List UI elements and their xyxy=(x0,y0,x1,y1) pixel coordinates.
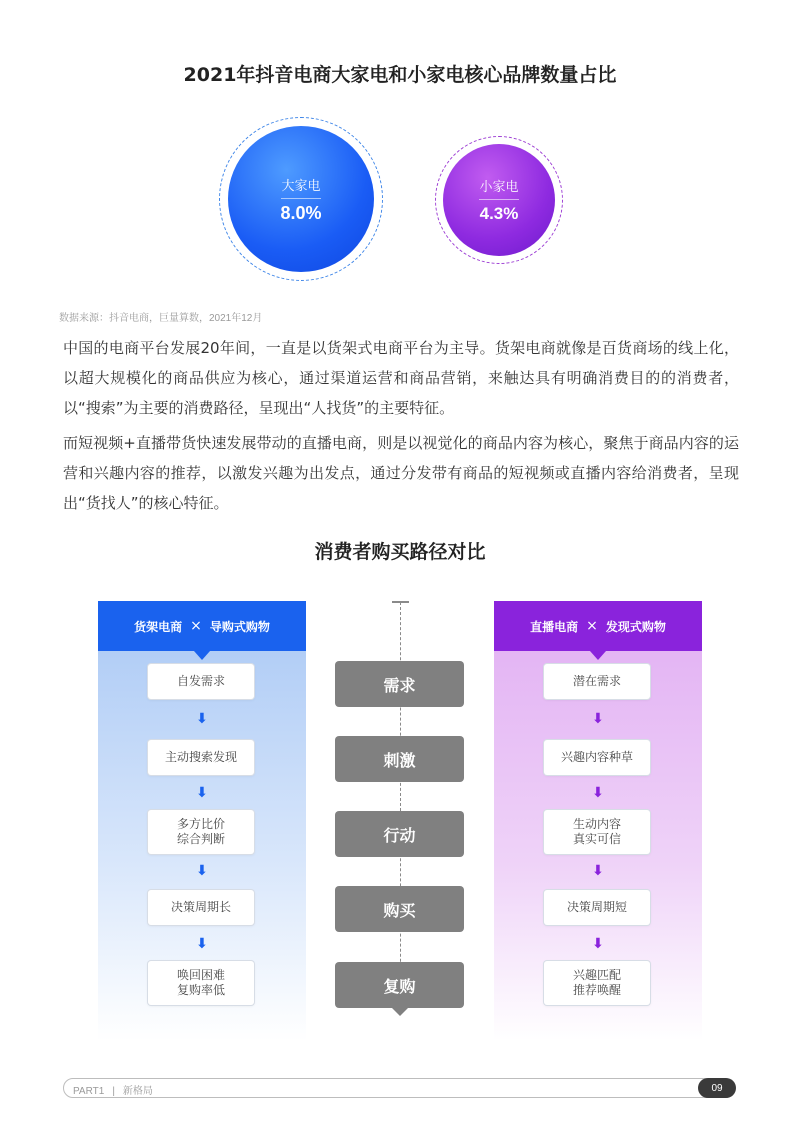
bubble-value: 8.0% xyxy=(280,202,322,223)
footer-divider: | xyxy=(112,1086,115,1097)
bubble-label: 大家电 xyxy=(281,175,320,199)
step-box: 自发需求 xyxy=(148,664,254,699)
arrow-down-icon: ⬇ xyxy=(592,863,604,879)
step-box: 生动内容 真实可信 xyxy=(544,810,650,854)
stage-box: 刺激 xyxy=(335,736,464,782)
stage-box: 复购 xyxy=(335,962,464,1008)
step-box: 主动搜索发现 xyxy=(148,740,254,775)
arrow-down-icon: ⬇ xyxy=(196,785,208,801)
data-source-note: 数据来源：抖音电商，巨量算数，2021年12月 xyxy=(59,313,263,324)
step-box: 决策周期短 xyxy=(544,890,650,925)
pointer-triangle xyxy=(194,651,210,660)
panel-header xyxy=(494,601,702,651)
panel-header xyxy=(98,601,306,651)
step-box: 唤回困难 复购率低 xyxy=(148,961,254,1005)
step-box: 多方比价 综合判断 xyxy=(148,810,254,854)
page-number: 09 xyxy=(698,1078,736,1098)
bubble-label: 小家电 xyxy=(479,176,518,200)
times-icon: × xyxy=(190,618,202,634)
footer-section xyxy=(73,1082,153,1097)
step-box: 决策周期长 xyxy=(148,890,254,925)
arrow-down-icon: ⬇ xyxy=(196,711,208,727)
panel-header-label: 货架电商 xyxy=(134,619,183,634)
times-icon: × xyxy=(586,618,598,634)
arrow-down-icon: ⬇ xyxy=(592,936,604,952)
panel-header-label: 导购式购物 xyxy=(209,619,270,634)
footer-bar xyxy=(63,1078,735,1098)
panel-header-label: 直播电商 xyxy=(530,619,579,634)
arrow-down-icon: ⬇ xyxy=(592,711,604,727)
panel-header-label: 发现式购物 xyxy=(605,619,666,634)
stage-box: 行动 xyxy=(335,811,464,857)
bubble-large-appliance xyxy=(228,126,374,272)
step-box: 兴趣内容种草 xyxy=(544,740,650,775)
arrow-down-icon: ⬇ xyxy=(592,785,604,801)
step-box: 兴趣匹配 推荐唤醒 xyxy=(544,961,650,1005)
bubble-small-appliance xyxy=(443,144,555,256)
live-ecommerce-panel xyxy=(494,601,702,1041)
arrow-down-icon: ⬇ xyxy=(196,936,208,952)
footer-part: PART1 xyxy=(73,1086,105,1097)
body-paragraph: 而短视频+直播带货快速发展带动的直播电商，则是以视觉化的商品内容为核心，聚焦于商品内容的运营和兴趣内容的推荐，以激发兴趣为出发点，通过分发带有商品的短视频或直播内容给消费者，呈现出“货找人”的核心特征。 xyxy=(63,434,739,512)
shelf-ecommerce-panel xyxy=(98,601,306,1041)
arrow-down-icon: ⬇ xyxy=(196,863,208,879)
bubble-value: 4.3% xyxy=(479,204,519,223)
stage-box: 需求 xyxy=(335,661,464,707)
body-paragraph: 中国的电商平台发展20年间，一直是以货架式电商平台为主导。货架电商就像是百货商场的线上化，以超大规模化的商品供应为核心，通过渠道运营和商品营销，来触达具有明确消费目的的消费者，以“搜索”为主要的消费路径，呈现出“人找货”的主要特征。 xyxy=(63,339,739,417)
stage-box: 购买 xyxy=(335,886,464,932)
step-box: 潜在需求 xyxy=(544,664,650,699)
footer-section-name: 新格局 xyxy=(122,1086,153,1097)
pointer-triangle xyxy=(590,651,606,660)
comparison-title: 消费者购买路径对比 xyxy=(314,541,486,563)
chart-title: 2021年抖音电商大家电和小家电核心品牌数量占比 xyxy=(183,64,617,86)
